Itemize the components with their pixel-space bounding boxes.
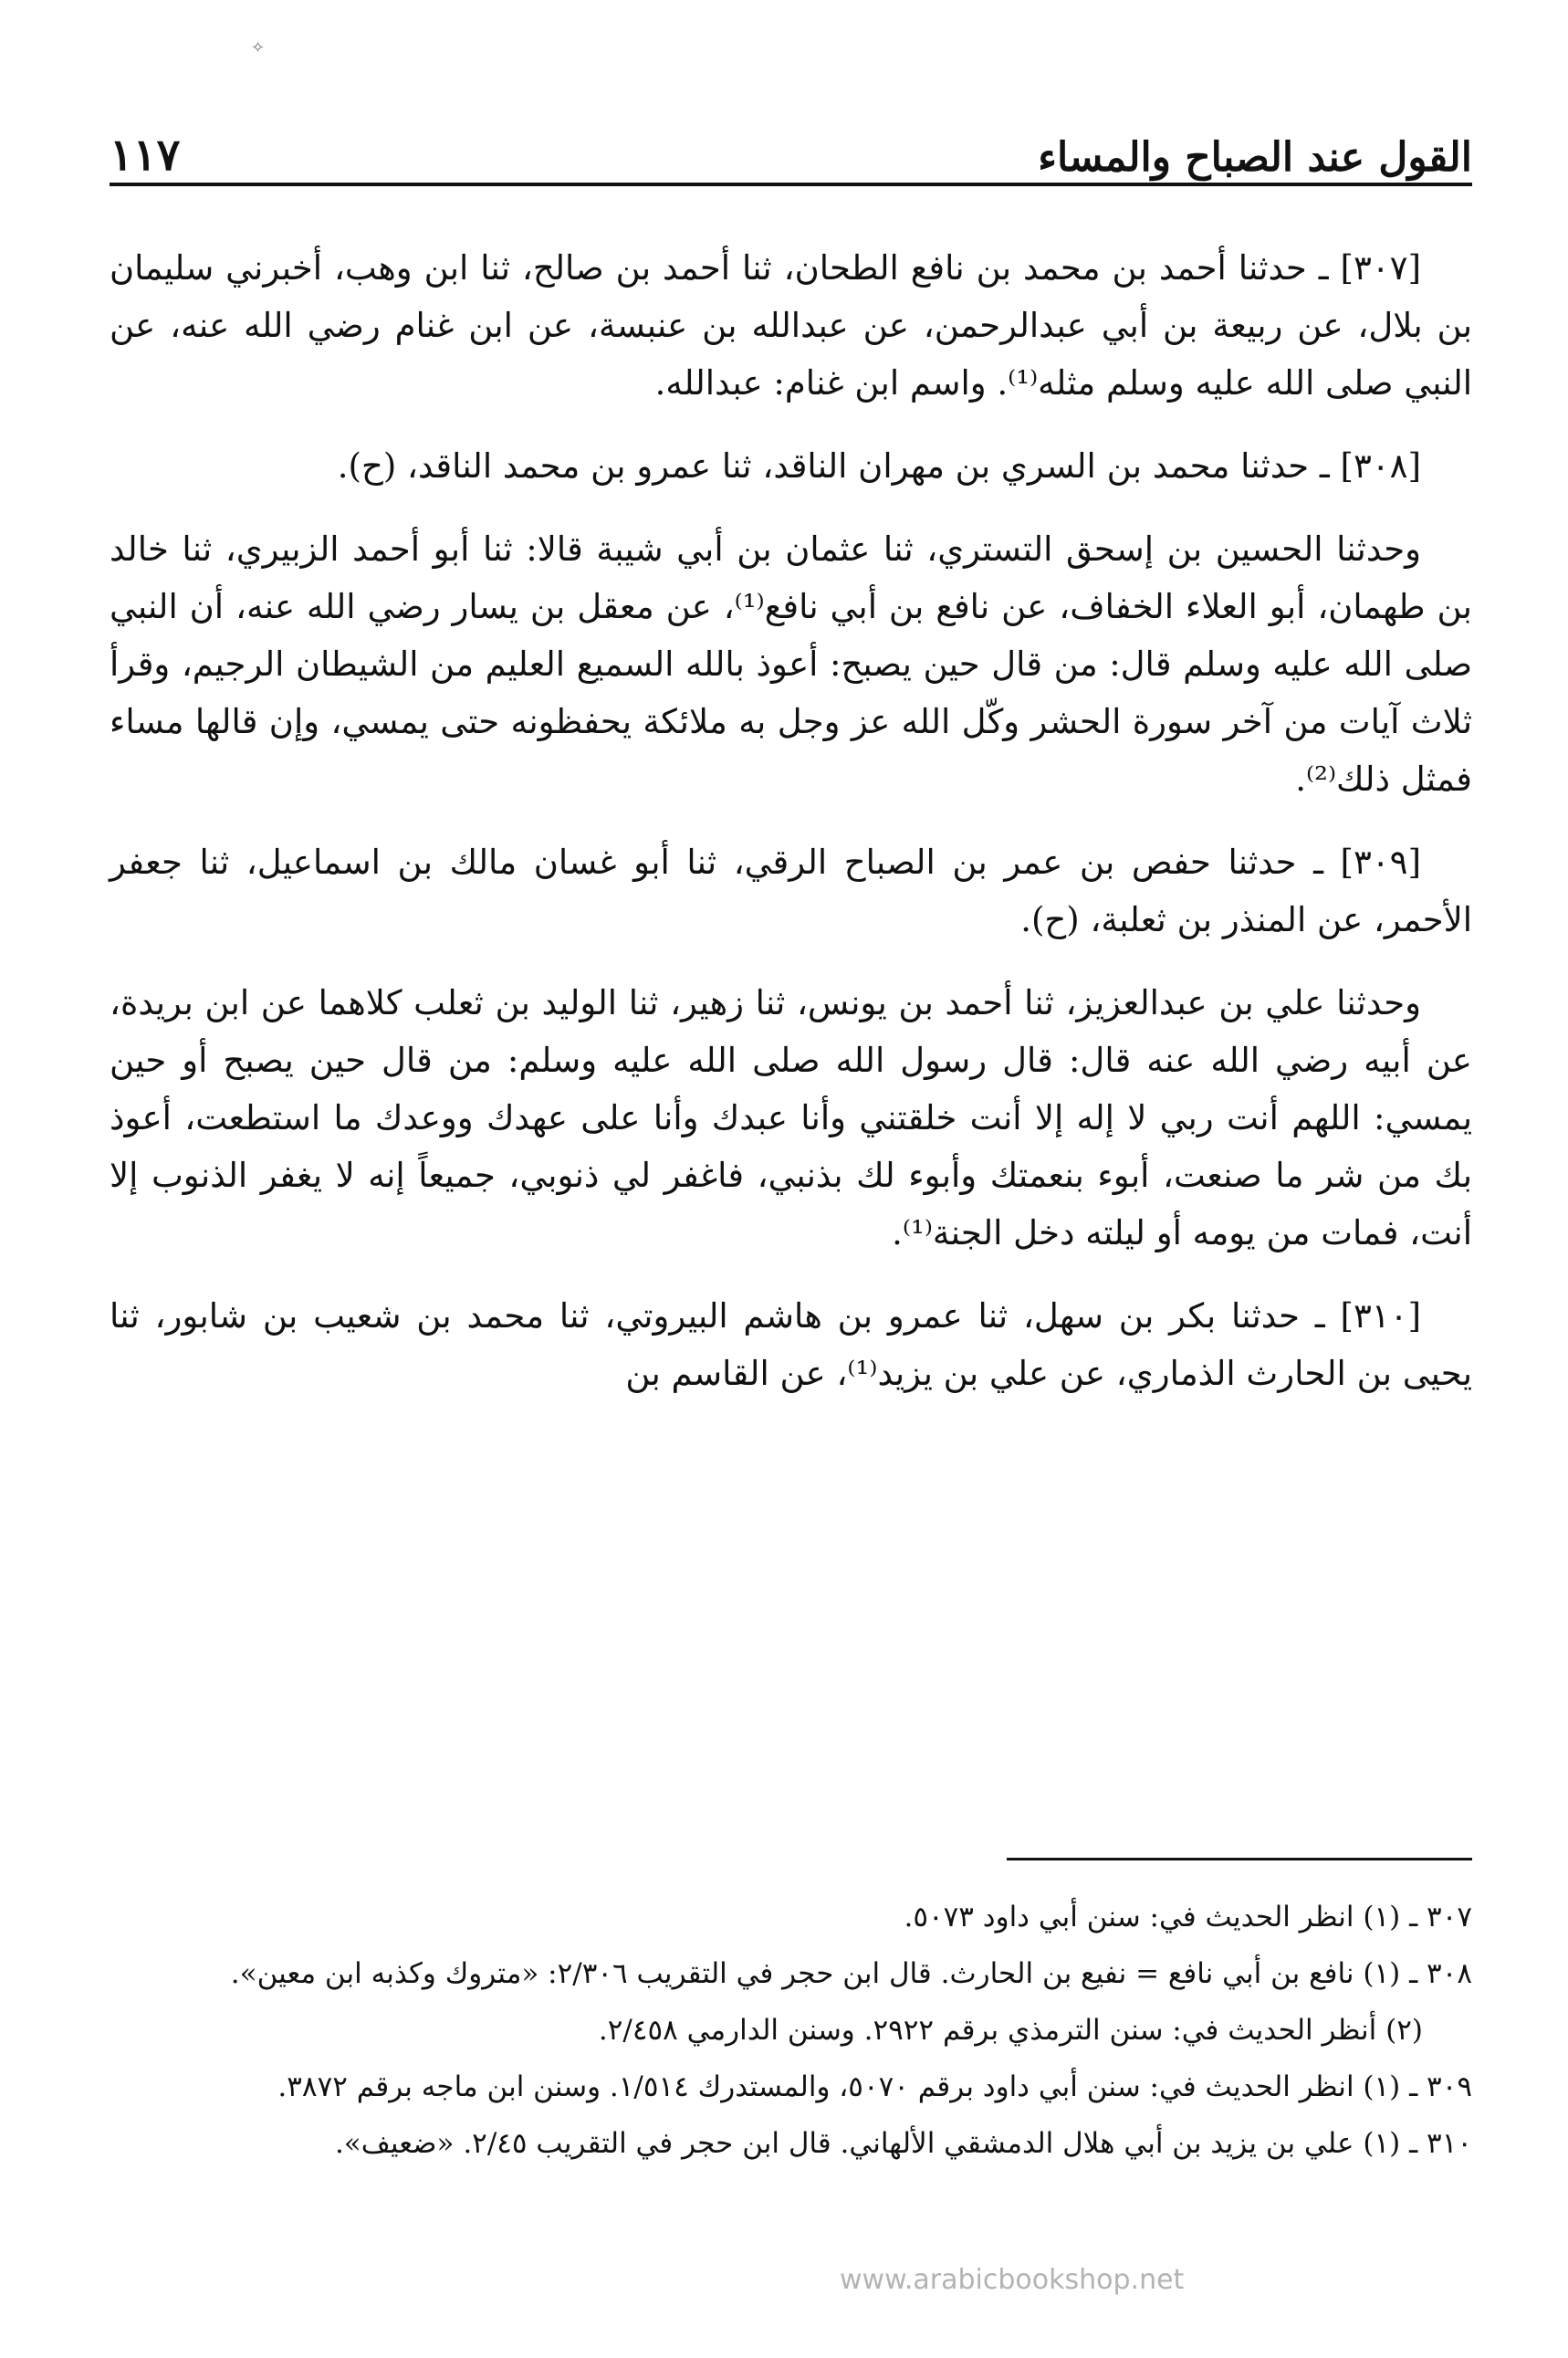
watermark: www.arabicbookshop.net [840, 2264, 1185, 2296]
hadith-307: [٣٠٧] ـ حدثنا أحمد بن محمد بن نافع الطحان، ثنا أحمد بن صالح، ثنا ابن وهب، أخبرني سليمان بن بلال، عن ربيعة بن أبي عبدالرحمن، عن عبدالله بن عنبسة، عن ابن غنام رضي الله عنه، عن النبي صلى الله عليه وسلم مثله⁽¹⁾. واسم ابن غنام: عبدالله. [110, 248, 1472, 403]
main-text [110, 239, 1472, 1428]
footnotes-section [110, 1858, 1472, 2176]
hadith-308: [٣٠٨] ـ حدثنا محمد بن السري بن مهران الناقد، ثنا عمرو بن محمد الناقد، (ح). [337, 446, 1421, 486]
footnote-308-1: ٣٠٨ ـ (١) نافع بن أبي نافع = نفيع بن الحارث. قال ابن حجر في التقريب ٢/٣٠٦: «متروك وكذبه ابن معين». [230, 1957, 1472, 1990]
hadith-309: [٣٠٩] ـ حدثنا حفص بن عمر بن الصباح الرقي، ثنا أبو غسان مالك بن اسماعيل، ثنا جعفر الأحمر، عن المنذر بن ثعلبة، (ح). [110, 843, 1472, 939]
running-title: القول عند الصباح والمساء [1038, 134, 1472, 182]
footnote-308-2: (٢) أنظر الحديث في: سنن الترمذي برقم ٢٩٢٢. وسنن الدارمي ٢/٤٥٨. [598, 2014, 1423, 2047]
hadith-309-second-chain: وحدثنا علي بن عبدالعزيز، ثنا أحمد بن يونس، ثنا زهير، ثنا الوليد بن ثعلب كلاهما عن ابن بريدة، عن أبيه رضي الله عنه قال: قال رسول الله صلى الله عليه وسلم: من قال حين يصبح أو حين يمسي: اللهم أنت ربي لا إله إلا أنت خلقتني وأنا عبدك وأنا على عهدك ووعدك ما استطعت، أعوذ بك من شر ما صنعت، أبوء بنعمتك وأبوء لك بذنبي، فاغفر لي ذنوبي، جميعاً إنه لا يغفر الذنوب إلا أنت، فمات من يومه أو ليلته دخل الجنة⁽¹⁾. [110, 983, 1472, 1252]
page-header [110, 110, 1472, 183]
scan-speck-icon: ✧ [251, 38, 266, 58]
page-number: ١١٧ [110, 130, 181, 182]
hadith-310: [٣١٠] ـ حدثنا بكر بن سهل، ثنا عمرو بن هاشم البيروتي، ثنا محمد بن شعيب بن شابور، ثنا يحيى بن الحارث الذماري، عن علي بن يزيد⁽¹⁾، عن القاسم بن [110, 1296, 1472, 1393]
footnote-310-1: ٣١٠ ـ (١) علي بن يزيد بن أبي هلال الدمشقي الألهاني. قال ابن حجر في التقريب ٢/٤٥. «ضعيف». [334, 2127, 1472, 2160]
header-rule [110, 183, 1472, 186]
hadith-308-second-chain: وحدثنا الحسين بن إسحق التستري، ثنا عثمان بن أبي شيبة قالا: ثنا أبو أحمد الزبيري، ثنا خالد بن طهمان، أبو العلاء الخفاف، عن نافع بن أبي نافع⁽¹⁾، عن معقل بن يسار رضي الله عنه، أن النبي صلى الله عليه وسلم قال: من قال حين يصبح: أعوذ بالله السميع العليم من الشيطان الرجيم، وقرأ ثلاث آيات من آخر سورة الحشر وكّل الله عز وجل به ملائكة يحفظونه حتى يمسي، وإن قالها مساء فمثل ذلك⁽²⁾. [110, 529, 1472, 799]
footnote-307-1: ٣٠٧ ـ (١) انظر الحديث في: سنن أبي داود ٥٠٧٣. [904, 1901, 1472, 1934]
footnote-309-1: ٣٠٩ ـ (١) انظر الحديث في: سنن أبي داود برقم ٥٠٧٠، والمستدرك ١/٥١٤. وسنن ابن ماجه برقم ٣٨٧٢. [277, 2070, 1472, 2103]
footnote-rule [1007, 1858, 1472, 1860]
